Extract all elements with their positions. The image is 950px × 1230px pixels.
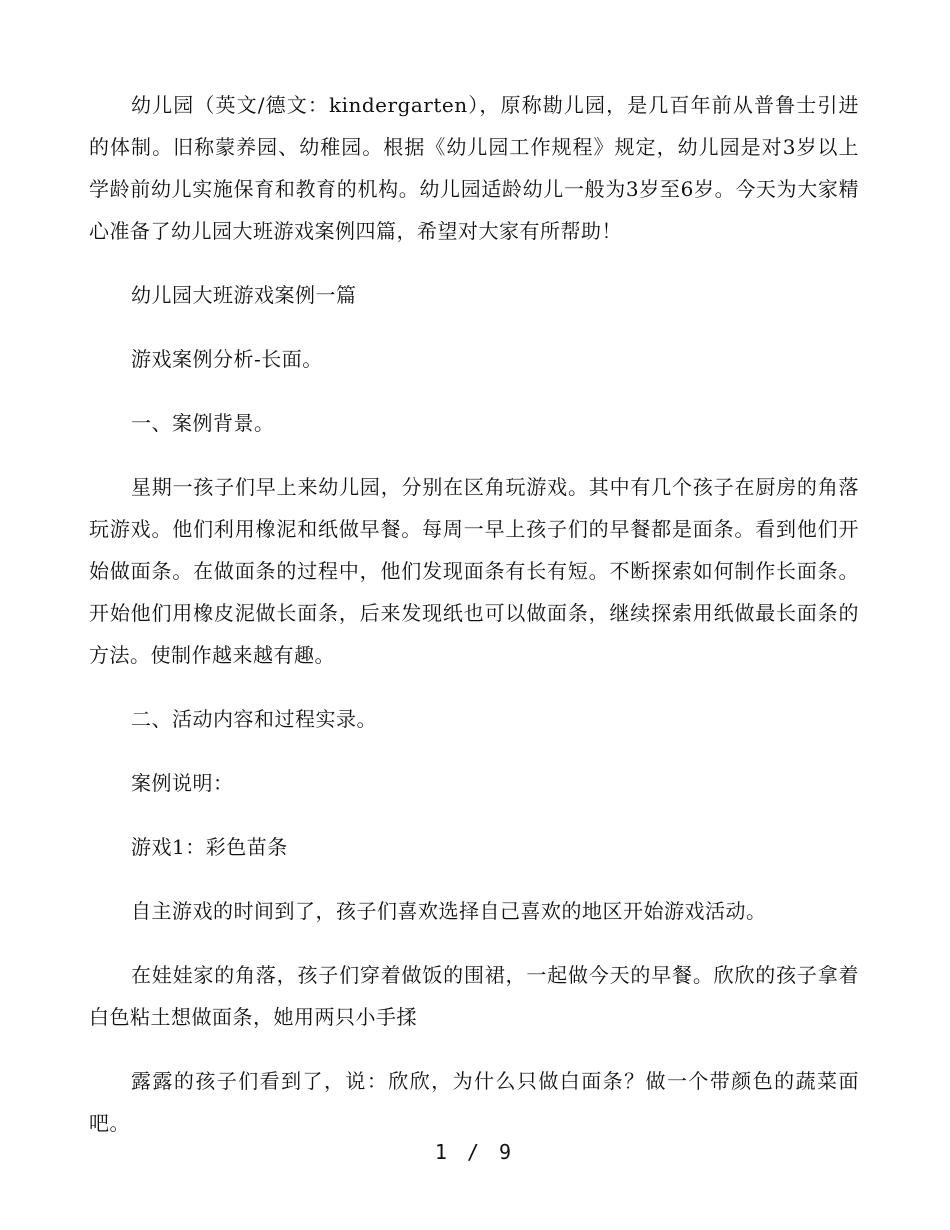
page-number: 1 / 9	[434, 1140, 516, 1164]
heading-activity-content: 二、活动内容和过程实录。	[131, 707, 377, 731]
case-subtitle: 游戏案例分析-长面。	[131, 347, 323, 371]
background-paragraph: 星期一孩子们早上来幼儿园，分别在区角玩游戏。其中有几个孩子在厨房的角落玩游戏。他们利用橡泥和纸做早餐。每周一早上孩子们的早餐都是面条。看到他们开始做面条。在做面条的过程中，他们发现面条有长有短。不断探索如何制作长面条。开始他们用橡皮泥做长面条，后来发现纸也可以做面条，继续探索用纸做最长面条的方法。使制作越来越有趣。	[89, 475, 859, 667]
game-one-title: 游戏1：彩色苗条	[131, 835, 288, 859]
case-description-label: 案例说明：	[131, 771, 234, 795]
game-paragraph-doll-house: 在娃娃家的角落，孩子们穿着做饭的围裙，一起做今天的早餐。欣欣的孩子拿着白色粘土想做面条，她用两只小手揉	[89, 963, 859, 1029]
intro-paragraph: 幼儿园（英文/德文：kindergarten），原称勘儿园，是几百年前从普鲁士引进的体制。旧称蒙养园、幼稚园。根据《幼儿园工作规程》规定，幼儿园是对3岁以上学龄前幼儿实施保育和教育的机构。幼儿园适龄幼儿一般为3岁至6岁。今天为大家精心准备了幼儿园大班游戏案例四篇，希望对大家有所帮助！	[89, 93, 859, 243]
section-title-case-one: 幼儿园大班游戏案例一篇	[131, 283, 357, 307]
game-paragraph-free-play: 自主游戏的时间到了，孩子们喜欢选择自己喜欢的地区开始游戏活动。	[131, 899, 767, 923]
game-paragraph-lulu: 露露的孩子们看到了，说：欣欣，为什么只做白面条？做一个带颜色的蔬菜面吧。	[89, 1069, 859, 1135]
heading-case-background: 一、案例背景。	[131, 411, 275, 435]
document-body	[89, 84, 859, 1166]
